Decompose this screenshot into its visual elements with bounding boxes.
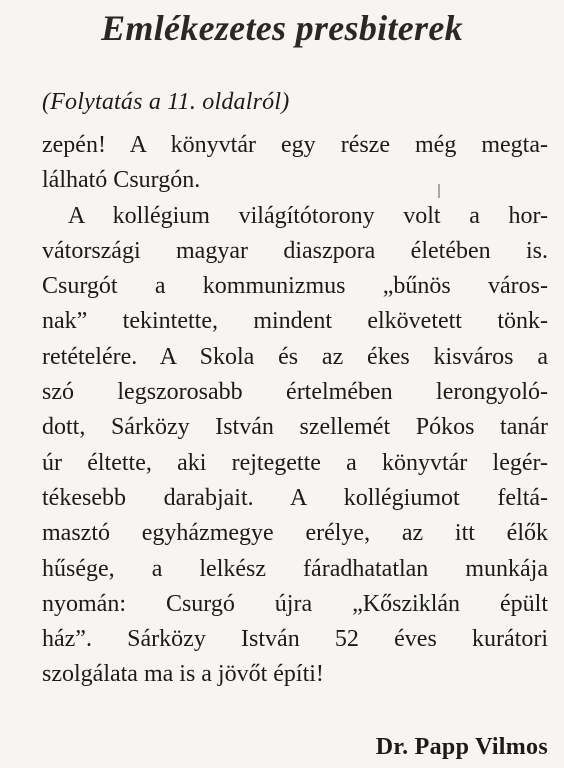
body-line: retételére. A Skola és az ékes kisváros a <box>42 343 548 370</box>
body-line: úr éltette, aki rejtegette a könyvtár legér- <box>42 449 548 476</box>
body-line: zepén! A könyvtár egy része még megta- <box>42 132 548 158</box>
continuation-note: (Folytatás a 11. oldalról) <box>42 89 290 115</box>
body-line: tékesebb darabjait. A kollégiumot feltá- <box>42 484 548 511</box>
body-line: lálható Csurgón. <box>42 167 201 194</box>
body-line: vátországi magyar diaszpora életében is. <box>42 237 548 264</box>
body-line: dott, Sárközy István szellemét Pókos tanár <box>42 414 548 441</box>
article-title: Emlékezetes presbiterek <box>101 8 463 48</box>
body-line: A kollégium világítótorony volt a hor- <box>68 202 548 229</box>
author-signature: Dr. Papp Vilmos <box>375 734 548 760</box>
body-line: hűsége, a lelkész fáradhatatlan munkája <box>42 555 548 582</box>
print-speck <box>438 184 440 198</box>
body-line: masztó egyházmegye erélye, az itt élők <box>42 520 548 547</box>
article-body <box>42 128 548 693</box>
body-line: nak” tekintette, mindent elkövetett tönk- <box>42 308 548 335</box>
body-line: szó legszorosabb értelmében lerongyoló- <box>42 379 548 406</box>
body-line: szolgálata ma is a jövőt építi! <box>42 661 324 688</box>
body-line: nyomán: Csurgó újra „Kősziklán épült <box>42 590 548 617</box>
body-line: ház”. Sárközy István 52 éves kurátori <box>42 626 548 653</box>
body-line: Csurgót a kommunizmus „bűnös város- <box>42 273 548 300</box>
